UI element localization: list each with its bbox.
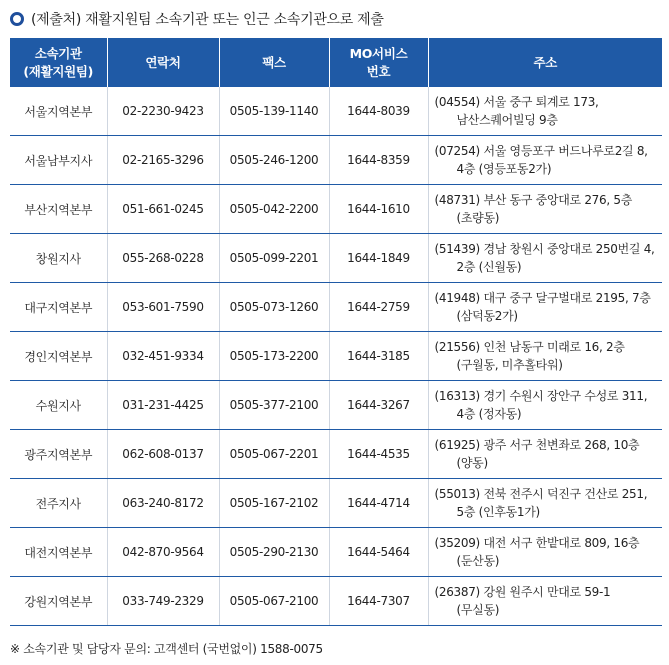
footnote: ※ 소속기관 및 담당자 문의: 고객센터 (국번없이) 1588-0075 bbox=[10, 642, 323, 656]
heading-text: (제출처) 재활지원팀 소속기관 또는 인근 소속기관으로 제출 bbox=[31, 12, 384, 28]
mo-number-cell: 1644-4535 bbox=[329, 430, 428, 479]
address-line1: (21556) 인천 남동구 미래로 16, 2층 bbox=[434, 340, 625, 354]
office-cell: 전주지사 bbox=[10, 479, 107, 528]
address-line1: (51439) 경남 창원시 중앙대로 250번길 4, bbox=[434, 242, 655, 256]
address-line1: (16313) 경기 수원시 장안구 수성로 311, bbox=[434, 389, 648, 403]
fax-cell: 0505-377-2100 bbox=[219, 381, 329, 430]
mo-number-cell: 1644-5464 bbox=[329, 528, 428, 577]
mo-number-cell: 1644-4714 bbox=[329, 479, 428, 528]
fax-cell: 0505-290-2130 bbox=[219, 528, 329, 577]
table-row bbox=[10, 577, 662, 626]
table-row bbox=[10, 479, 662, 528]
address-line2: 2층 (신월동) bbox=[456, 260, 522, 274]
table-header-row bbox=[10, 38, 662, 87]
address-line2: (양동) bbox=[456, 456, 488, 470]
address-cell bbox=[428, 479, 662, 528]
table-row bbox=[10, 430, 662, 479]
mo-number-cell: 1644-1610 bbox=[329, 185, 428, 234]
phone-cell: 062-608-0137 bbox=[107, 430, 219, 479]
address-cell bbox=[428, 430, 662, 479]
phone-cell: 032-451-9334 bbox=[107, 332, 219, 381]
address-line2: (삼덕동2가) bbox=[456, 309, 518, 323]
address-line1: (48731) 부산 동구 중앙대로 276, 5층 bbox=[434, 193, 632, 207]
address-line1: (55013) 전북 전주시 덕진구 건산로 251, bbox=[434, 487, 648, 501]
phone-cell: 042-870-9564 bbox=[107, 528, 219, 577]
address-cell bbox=[428, 381, 662, 430]
fax-cell: 0505-167-2102 bbox=[219, 479, 329, 528]
fax-cell: 0505-042-2200 bbox=[219, 185, 329, 234]
phone-cell: 031-231-4425 bbox=[107, 381, 219, 430]
header-mo bbox=[329, 38, 428, 87]
office-cell: 대전지역본부 bbox=[10, 528, 107, 577]
fax-cell: 0505-067-2201 bbox=[219, 430, 329, 479]
fax-cell: 0505-173-2200 bbox=[219, 332, 329, 381]
mo-number-cell: 1644-3185 bbox=[329, 332, 428, 381]
address-cell bbox=[428, 332, 662, 381]
office-contact-table bbox=[10, 38, 662, 626]
mo-number-cell: 1644-8039 bbox=[329, 87, 428, 136]
address-line2: (무실동) bbox=[456, 603, 500, 617]
fax-cell: 0505-099-2201 bbox=[219, 234, 329, 283]
address-line1: (41948) 대구 중구 달구벌대로 2195, 7층 bbox=[434, 291, 651, 305]
address-cell bbox=[428, 577, 662, 626]
table-row bbox=[10, 283, 662, 332]
section-heading bbox=[10, 8, 384, 30]
header-office-line1: 소속기관 bbox=[34, 45, 82, 61]
mo-number-cell: 1644-8359 bbox=[329, 136, 428, 185]
office-cell: 서울남부지사 bbox=[10, 136, 107, 185]
fax-cell: 0505-073-1260 bbox=[219, 283, 329, 332]
header-office-line2: (재활지원팀) bbox=[23, 63, 94, 79]
header-fax: 팩스 bbox=[219, 38, 329, 87]
address-line2: 5층 (인후동1가) bbox=[456, 505, 540, 519]
address-line1: (35209) 대전 서구 한밭대로 809, 16층 bbox=[434, 536, 640, 550]
address-line2: 남산스퀘어빌딩 9층 bbox=[456, 113, 558, 127]
table-row bbox=[10, 185, 662, 234]
table-row bbox=[10, 332, 662, 381]
address-line2: (둔산동) bbox=[456, 554, 500, 568]
header-office bbox=[10, 38, 107, 87]
address-line2: 4층 (영등포동2가) bbox=[456, 162, 552, 176]
address-cell bbox=[428, 136, 662, 185]
address-cell bbox=[428, 234, 662, 283]
phone-cell: 053-601-7590 bbox=[107, 283, 219, 332]
address-line2: (구월동, 미추홀타워) bbox=[456, 358, 563, 372]
address-line1: (61925) 광주 서구 천변좌로 268, 10층 bbox=[434, 438, 640, 452]
phone-cell: 02-2230-9423 bbox=[107, 87, 219, 136]
mo-number-cell: 1644-3267 bbox=[329, 381, 428, 430]
office-cell: 부산지역본부 bbox=[10, 185, 107, 234]
office-cell: 서울지역본부 bbox=[10, 87, 107, 136]
address-line2: 4층 (정자동) bbox=[456, 407, 522, 421]
header-address: 주소 bbox=[428, 38, 662, 87]
office-cell: 창원지사 bbox=[10, 234, 107, 283]
bullet-circle-icon bbox=[10, 12, 24, 26]
address-cell bbox=[428, 87, 662, 136]
office-cell: 경인지역본부 bbox=[10, 332, 107, 381]
office-cell: 대구지역본부 bbox=[10, 283, 107, 332]
table-row bbox=[10, 87, 662, 136]
fax-cell: 0505-139-1140 bbox=[219, 87, 329, 136]
mo-number-cell: 1644-7307 bbox=[329, 577, 428, 626]
fax-cell: 0505-246-1200 bbox=[219, 136, 329, 185]
table-row bbox=[10, 136, 662, 185]
phone-cell: 02-2165-3296 bbox=[107, 136, 219, 185]
table-row bbox=[10, 528, 662, 577]
address-line1: (07254) 서울 영등포구 버드나루로2길 8, bbox=[434, 144, 648, 158]
header-mo-line2: 번호 bbox=[366, 63, 391, 79]
phone-cell: 055-268-0228 bbox=[107, 234, 219, 283]
address-line1: (26387) 강원 원주시 만대로 59-1 bbox=[434, 585, 611, 599]
phone-cell: 051-661-0245 bbox=[107, 185, 219, 234]
address-line2: (초량동) bbox=[456, 211, 500, 225]
phone-cell: 033-749-2329 bbox=[107, 577, 219, 626]
office-cell: 강원지역본부 bbox=[10, 577, 107, 626]
fax-cell: 0505-067-2100 bbox=[219, 577, 329, 626]
mo-number-cell: 1644-1849 bbox=[329, 234, 428, 283]
table-row bbox=[10, 234, 662, 283]
office-cell: 광주지역본부 bbox=[10, 430, 107, 479]
address-cell bbox=[428, 528, 662, 577]
office-cell: 수원지사 bbox=[10, 381, 107, 430]
address-cell bbox=[428, 283, 662, 332]
phone-cell: 063-240-8172 bbox=[107, 479, 219, 528]
mo-number-cell: 1644-2759 bbox=[329, 283, 428, 332]
header-mo-line1: MO서비스 bbox=[349, 45, 408, 61]
table-row bbox=[10, 381, 662, 430]
header-phone: 연락처 bbox=[107, 38, 219, 87]
address-cell bbox=[428, 185, 662, 234]
address-line1: (04554) 서울 중구 퇴계로 173, bbox=[434, 95, 599, 109]
